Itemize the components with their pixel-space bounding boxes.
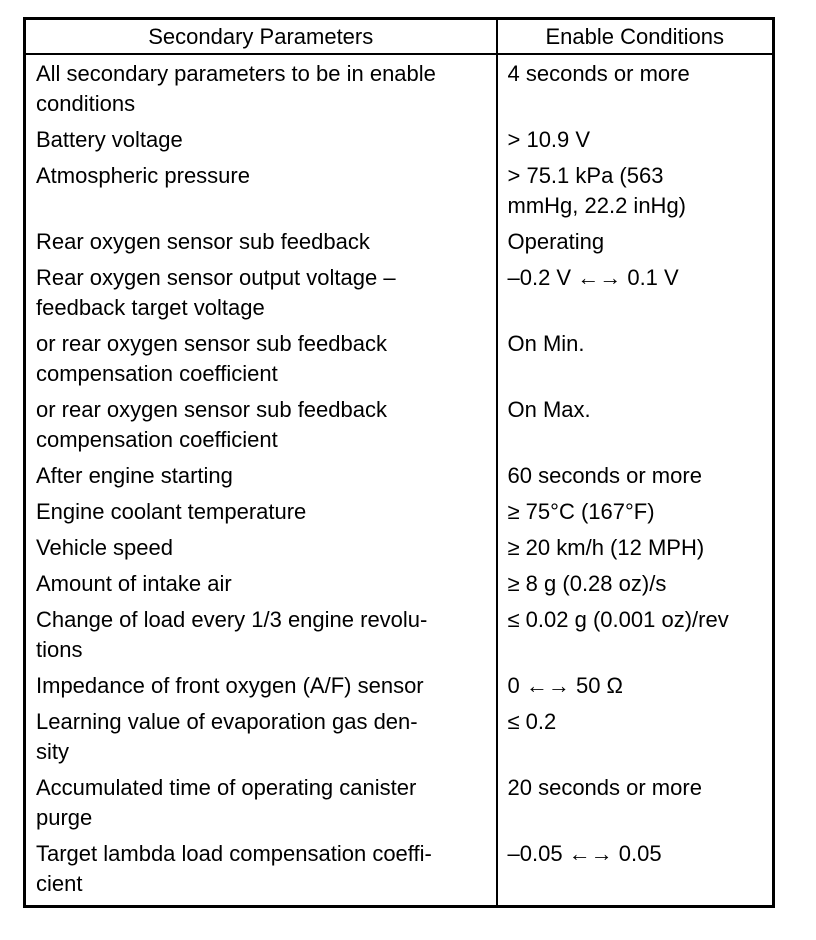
parameter-cell	[25, 261, 497, 327]
parameter-cell	[25, 669, 497, 705]
condition-text: ≥ 75°C (167°F)	[507, 499, 655, 524]
parameter-cell	[25, 54, 497, 123]
table-row	[25, 603, 774, 669]
table-row	[25, 705, 774, 771]
condition-text: ≥ 20 km/h (12 MPH)	[507, 535, 705, 560]
parameter-text: Learning value of evaporation gas den- sity	[36, 709, 418, 764]
condition-cell	[497, 837, 774, 907]
condition-text: Operating	[507, 229, 605, 254]
table-header	[25, 19, 774, 55]
table-row	[25, 771, 774, 837]
parameter-cell	[25, 495, 497, 531]
parameter-text: Change of load every 1/3 engine revolu- tions	[36, 607, 428, 662]
condition-text: 4 seconds or more	[507, 61, 690, 86]
parameter-cell	[25, 771, 497, 837]
parameter-text: Atmospheric pressure	[36, 163, 250, 188]
condition-cell	[497, 261, 774, 327]
table-body	[25, 54, 774, 907]
parameter-text: All secondary parameters to be in enable conditions	[36, 61, 436, 116]
parameter-cell	[25, 159, 497, 225]
table-row	[25, 837, 774, 907]
condition-cell	[497, 225, 774, 261]
condition-cell	[497, 54, 774, 123]
condition-cell	[497, 603, 774, 669]
table-row	[25, 159, 774, 225]
parameter-cell	[25, 327, 497, 393]
header-secondary-parameters: Secondary Parameters	[25, 19, 497, 55]
condition-cell	[497, 159, 774, 225]
condition-text: On Min.	[507, 331, 585, 356]
condition-cell	[497, 567, 774, 603]
parameter-text: Vehicle speed	[36, 535, 173, 560]
condition-cell	[497, 669, 774, 705]
table-row	[25, 327, 774, 393]
table-row	[25, 567, 774, 603]
condition-cell	[497, 393, 774, 459]
parameter-text: or rear oxygen sensor sub feedback compensation coefficient	[36, 331, 387, 386]
condition-text: 0 ←→ 50 Ω	[507, 673, 623, 698]
condition-text: 60 seconds or more	[507, 463, 702, 488]
header-enable-conditions: Enable Conditions	[497, 19, 774, 55]
condition-cell	[497, 705, 774, 771]
condition-text: On Max.	[507, 397, 591, 422]
parameter-cell	[25, 123, 497, 159]
table-row	[25, 459, 774, 495]
table-row	[25, 261, 774, 327]
condition-text: 20 seconds or more	[507, 775, 702, 800]
parameter-text: Battery voltage	[36, 127, 183, 152]
parameter-text: Impedance of front oxygen (A/F) sensor	[36, 673, 424, 698]
table-row	[25, 225, 774, 261]
parameter-text: Accumulated time of operating canister purge	[36, 775, 417, 830]
parameter-text: Amount of intake air	[36, 571, 232, 596]
parameter-text: or rear oxygen sensor sub feedback compensation coefficient	[36, 397, 387, 452]
parameter-text: Target lambda load compensation coeffi- cient	[36, 841, 432, 896]
parameter-cell	[25, 531, 497, 567]
condition-cell	[497, 327, 774, 393]
condition-cell	[497, 459, 774, 495]
enable-conditions-table	[23, 17, 775, 908]
table-row	[25, 123, 774, 159]
table-row	[25, 393, 774, 459]
condition-text: ≥ 8 g (0.28 oz)/s	[507, 571, 667, 596]
parameter-cell	[25, 837, 497, 907]
condition-cell	[497, 123, 774, 159]
parameter-cell	[25, 567, 497, 603]
table-row	[25, 495, 774, 531]
parameter-cell	[25, 225, 497, 261]
parameter-text: After engine starting	[36, 463, 233, 488]
table-row	[25, 531, 774, 567]
condition-text: –0.2 V ←→ 0.1 V	[507, 265, 679, 290]
condition-text: > 10.9 V	[507, 127, 591, 152]
condition-text: ≤ 0.2	[507, 709, 557, 734]
condition-text: –0.05 ←→ 0.05	[507, 841, 662, 866]
condition-text: > 75.1 kPa (563 mmHg, 22.2 inHg)	[507, 163, 687, 218]
table-row	[25, 54, 774, 123]
condition-cell	[497, 771, 774, 837]
header-row	[25, 19, 774, 55]
condition-cell	[497, 531, 774, 567]
parameter-cell	[25, 705, 497, 771]
condition-text: ≤ 0.02 g (0.001 oz)/rev	[507, 607, 729, 632]
parameter-cell	[25, 459, 497, 495]
condition-cell	[497, 495, 774, 531]
parameter-cell	[25, 603, 497, 669]
parameter-cell	[25, 393, 497, 459]
table-row	[25, 669, 774, 705]
parameter-text: Rear oxygen sensor output voltage – feedback target voltage	[36, 265, 396, 320]
parameter-text: Engine coolant temperature	[36, 499, 307, 524]
parameter-text: Rear oxygen sensor sub feedback	[36, 229, 370, 254]
